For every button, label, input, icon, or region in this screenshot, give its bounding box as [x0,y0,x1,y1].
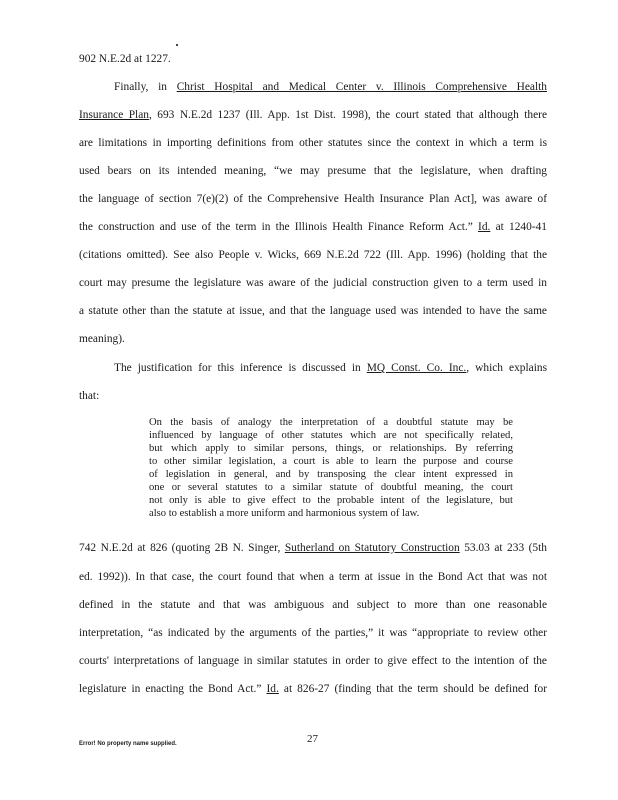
text-run: The justification for this inference is discussed in [114,362,367,374]
page-number: 27 [307,733,318,745]
paragraph-line: courts' interpretations of language in similar statutes in order to give effect to the intention of the [79,655,547,667]
case-citation: Christ Hospital and Medical Center v. Illinois Comprehensive Health [176,81,547,93]
paragraph-line: ed. 1992)). In that case, the court found that when a term at issue in the Bond Act that was not [79,571,547,583]
paragraph-line [79,220,547,234]
id-citation: Id. [478,221,491,233]
paragraph-line: court may presume the legislature was aware of the judicial construction given to a term used in [79,277,547,289]
case-citation: Insurance Plan [79,109,149,121]
text-run: 742 N.E.2d at 826 (quoting 2B N. Singer, [79,542,285,554]
quote-line: to other similar legislation, a court is able to learn the purpose and course [149,456,513,467]
paragraph-line: defined in the statute and that was ambiguous and subject to more than one reasonable [79,599,547,611]
text-run: at 826-27 (finding that the term should be defined for [278,683,547,695]
paragraph-line: meaning). [79,333,125,345]
footer-error-text: Error! No property name supplied. [79,741,177,747]
quote-line: On the basis of analogy the interpretation of a doubtful statute may be [149,417,513,428]
text-run: at 1240-41 [490,221,547,233]
paragraph-line: a statute other than the statute at issue, and that the language used was intended to have the same [79,305,547,317]
text-run: legislature in enacting the Bond Act.” [79,683,267,695]
quote-line: one or several statutes to a similar statute of doubtful meaning, the court [149,482,513,493]
text-run: Finally, in [114,81,177,93]
text-run: 53.03 at 233 (5th [459,542,547,554]
text-run: the construction and use of the term in the Illinois Health Finance Reform Act.” [79,221,479,233]
paragraph-line: used bears on its intended meaning, “we may presume that the legislature, when drafting [79,165,547,177]
text-run: , which explains [466,362,547,374]
paragraph-line: that: [79,390,100,402]
paragraph-line [114,80,547,94]
block-quote [149,416,513,520]
paragraph-line [114,361,547,375]
paragraph-line: the language of section 7(e)(2) of the Comprehensive Health Insurance Plan Act], was aware of [79,193,547,205]
id-citation: Id. [266,683,279,695]
quote-line: influenced by language of other statutes which are not specifically related, [149,430,513,441]
quote-line: but which apply to similar persons, things, or relationships. By referring [149,443,513,454]
paragraph-line [79,108,547,122]
text-line: 902 N.E.2d at 1227. [79,53,171,65]
quote-line: also to establish a more uniform and harmonious system of law. [149,508,420,519]
quote-line: of legislation in general, and by transposing the clear intent expressed in [149,469,513,480]
paragraph-line: interpretation, “as indicated by the arguments of the parties,” it was “appropriate to review other [79,627,547,639]
quote-line: not only is able to give effect to the probable intent of the legislature, but [149,495,513,506]
scan-speck [176,44,178,46]
paragraph-line: (citations omitted). See also People v. Wicks, 669 N.E.2d 722 (Ill. App. 1996) (holding that the [79,249,547,261]
book-citation: Sutherland on Statutory Construction [284,542,460,554]
paragraph-line [79,541,547,555]
text-run: , 693 N.E.2d 1237 (Ill. App. 1st Dist. 1998), the court stated that although there [148,109,547,121]
paragraph-line: are limitations in importing definitions from other statutes since the context in which a term is [79,137,547,149]
case-citation: MQ Const. Co. Inc. [366,362,467,374]
paragraph-line [79,682,547,696]
